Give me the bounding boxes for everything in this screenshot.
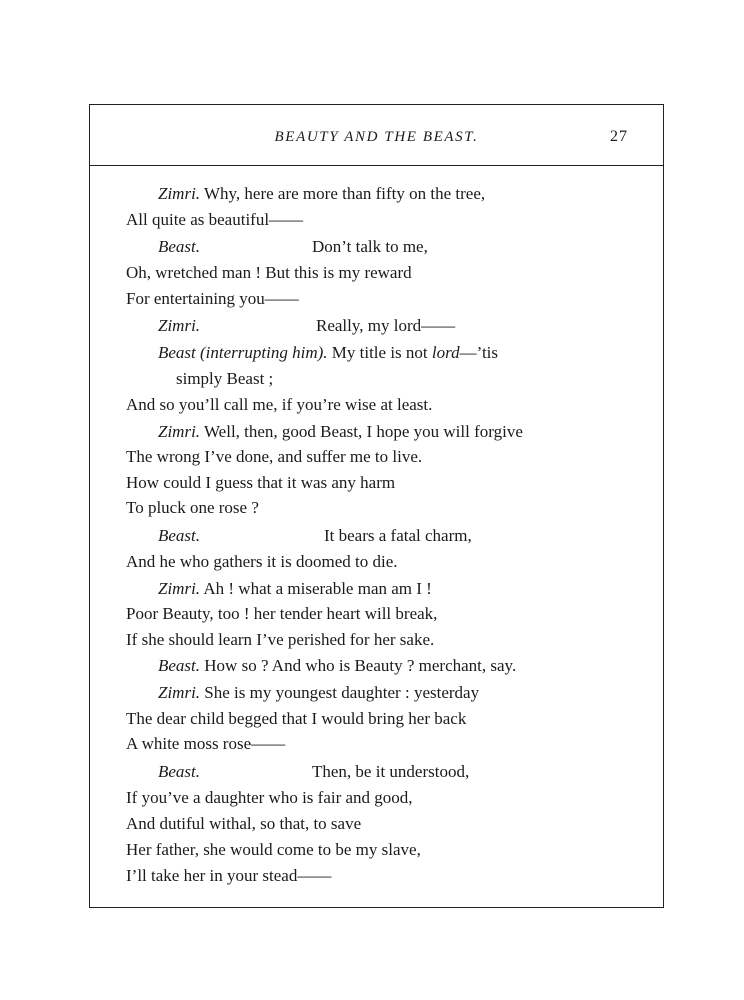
verse-line-continuation: Really, my lord—— bbox=[316, 316, 456, 335]
line-text: If she should learn I’ve perished for her sake. bbox=[126, 630, 435, 649]
line-text-tail: —’tis bbox=[459, 343, 499, 362]
verse-line bbox=[126, 208, 303, 232]
verse-line bbox=[176, 367, 273, 391]
line-text: Poor Beauty, too ! her tender heart will break, bbox=[126, 604, 438, 623]
line-text: simply Beast ; bbox=[176, 369, 274, 388]
line-text: To pluck one rose ? bbox=[126, 498, 259, 517]
emphasis-text: lord bbox=[431, 343, 460, 362]
speaker-name: Beast. bbox=[158, 762, 201, 781]
line-text: And so you’ll call me, if you’re wise at least. bbox=[126, 395, 433, 414]
line-text: And he who gathers it is doomed to die. bbox=[126, 552, 398, 571]
line-text: Oh, wretched man ! But this is my reward bbox=[126, 263, 412, 282]
line-text: Ah ! what a miserable man am I ! bbox=[200, 579, 432, 598]
line-text: For entertaining you—— bbox=[126, 289, 299, 308]
verse-line bbox=[126, 628, 434, 652]
verse-line bbox=[126, 838, 421, 862]
line-text: How so ? And who is Beauty ? merchant, say. bbox=[200, 656, 517, 675]
verse-line-continuation: It bears a fatal charm, bbox=[324, 526, 472, 545]
verse-line bbox=[158, 577, 432, 601]
verse-line-continuation: Don’t talk to me, bbox=[312, 237, 428, 256]
verse-line bbox=[158, 314, 200, 338]
speaker-name: Zimri. bbox=[158, 316, 201, 335]
verse-line bbox=[126, 550, 398, 574]
verse-line bbox=[158, 654, 516, 678]
verse-line bbox=[126, 471, 395, 495]
verse-line bbox=[126, 602, 437, 626]
verse-line bbox=[158, 681, 479, 705]
running-title: BEAUTY AND THE BEAST. bbox=[274, 129, 479, 145]
line-text: She is my youngest daughter : yesterday bbox=[200, 683, 480, 702]
line-text: Well, then, good Beast, I hope you will forgive bbox=[200, 422, 523, 441]
verse-line bbox=[126, 732, 285, 756]
speaker-name: Zimri. bbox=[158, 683, 201, 702]
speaker-name: Zimri. bbox=[158, 422, 201, 441]
page-number: 27 bbox=[610, 128, 628, 145]
verse-line bbox=[126, 707, 466, 731]
speaker-name: Zimri. bbox=[158, 184, 201, 203]
verse-line bbox=[158, 341, 498, 365]
verse-line bbox=[126, 287, 299, 311]
verse-line bbox=[158, 182, 485, 206]
verse-line bbox=[126, 261, 412, 285]
running-header bbox=[89, 104, 664, 166]
verse-line bbox=[158, 420, 523, 444]
verse-line bbox=[158, 524, 200, 548]
line-text: A white moss rose—— bbox=[126, 734, 286, 753]
speaker-name: Zimri. bbox=[158, 579, 201, 598]
verse-line bbox=[126, 864, 331, 888]
verse-line bbox=[126, 393, 432, 417]
line-text: All quite as beautiful—— bbox=[126, 210, 304, 229]
line-text: I’ll take her in your stead—— bbox=[126, 866, 332, 885]
line-text: The dear child begged that I would bring her back bbox=[126, 709, 467, 728]
speaker-name: Beast. bbox=[158, 656, 201, 675]
verse-line-continuation: Then, be it understood, bbox=[312, 762, 470, 781]
line-text: And dutiful withal, so that, to save bbox=[126, 814, 362, 833]
verse-line bbox=[126, 496, 259, 520]
line-text: The wrong I’ve done, and suffer me to live. bbox=[126, 447, 423, 466]
verse-line bbox=[126, 812, 361, 836]
line-text: Why, here are more than fifty on the tree, bbox=[200, 184, 486, 203]
speaker-name: Beast. bbox=[158, 526, 201, 545]
verse-line bbox=[126, 445, 422, 469]
line-text: My title is not bbox=[327, 343, 432, 362]
line-text: If you’ve a daughter who is fair and good, bbox=[126, 788, 413, 807]
line-text: How could I guess that it was any harm bbox=[126, 473, 396, 492]
speaker-name: Beast (interrupting him). bbox=[158, 343, 328, 362]
verse-line bbox=[126, 786, 413, 810]
verse-line bbox=[158, 235, 200, 259]
line-text: Her father, she would come to be my slave, bbox=[126, 840, 421, 859]
speaker-name: Beast. bbox=[158, 237, 201, 256]
verse-line bbox=[158, 760, 200, 784]
